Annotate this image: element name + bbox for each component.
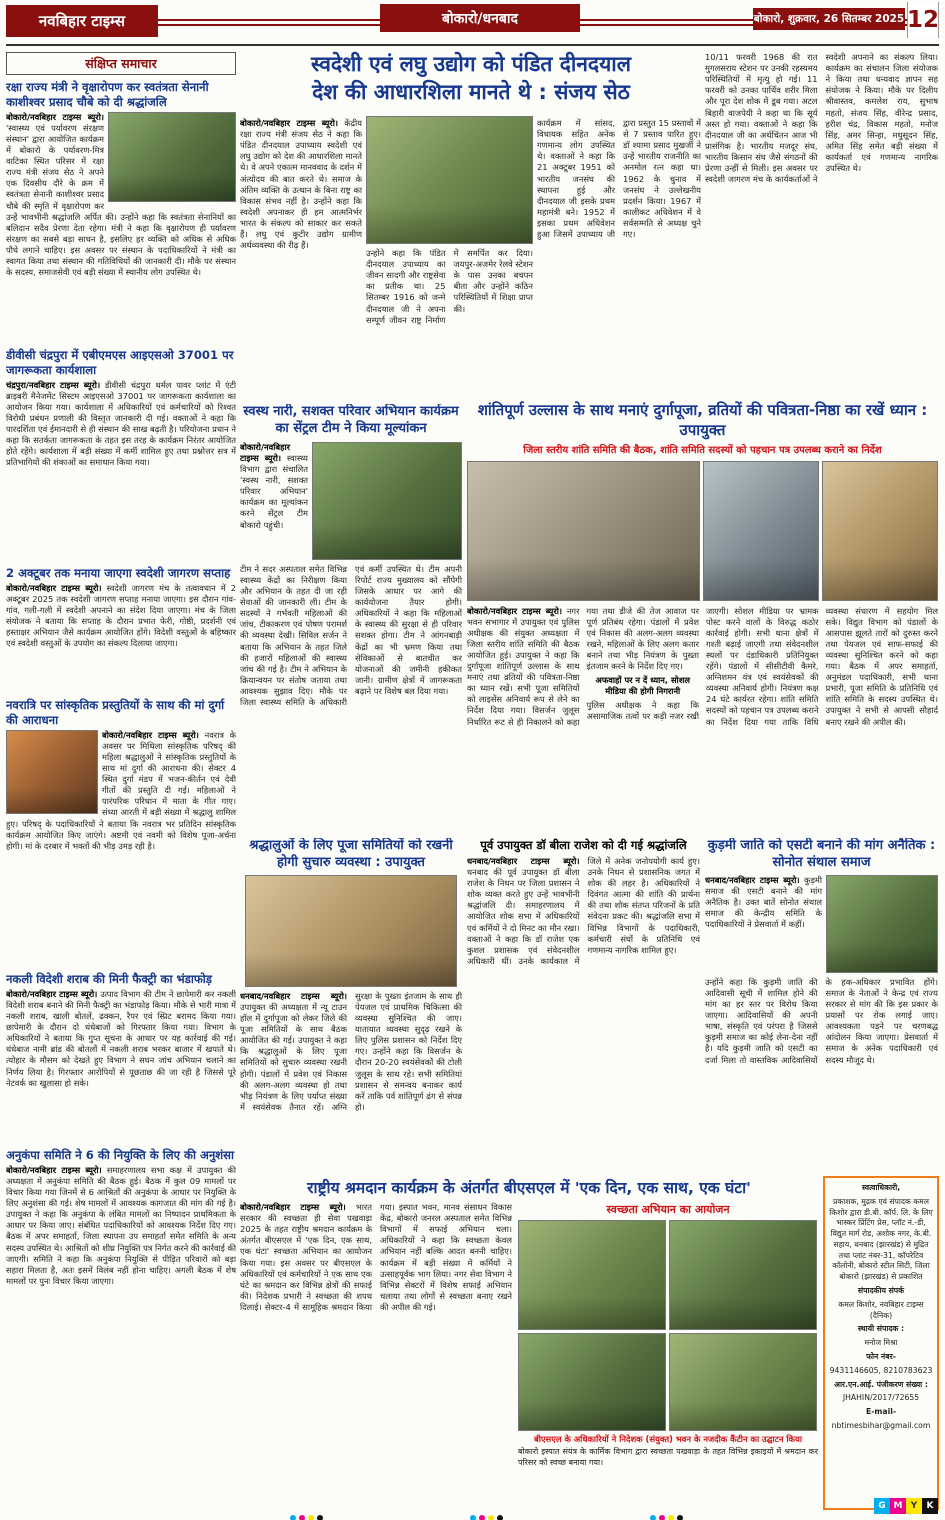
shramdan-photo-block	[518, 1202, 818, 1502]
date-line: बोकारो, शुक्रवार, 26 सितम्बर 2025	[753, 13, 905, 25]
shanti-body: बोकारो/नवबिहार टाइम्स ब्यूरो। नगर भवन सभागार में उपायुक्त एवं पुलिस अधीक्षक की संयुक्त अध्यक्षता में जिला स्तरीय शांति समिति की बैठक आयोजित हुई। उपायुक्त ने कहा कि दुर्गापूजा शांतिपूर्ण उल्लास के साथ मनाएं तथा व्रतियों की पवित्रता-निष्ठा का ध्यान रखें। सभी पूजा समितियों को लाइसेंस अनिवार्य रूप से लेने का निर्देश दिया गया। विसर्जन जुलूस निर्धारित रूट से ही निकालने को कहा गया तथा डीजे की तेज आवाज पर पूर्ण प्रतिबंध रहेगा। पंडालों में प्रवेश एवं निकास की अलग-अलग व्यवस्था रखने, महिलाओं के लिए अलग कतार बनाने तथा भीड़ नियंत्रण के पुख्ता इंतजाम करने के निर्देश दिए गए। अफवाहों पर न दें ध्यान, सोशल मीडिया की होगी निगरानी पुलिस अधीक्षक ने कहा कि असामाजिक तत्वों पर कड़ी नजर रखी जाएगी। सोशल मीडिया पर भ्रामक पोस्ट करने वालों के विरुद्ध कठोर कार्रवाई होगी। सभी थाना क्षेत्रों में गश्ती बढ़ाई जाएगी तथा संवेदनशील स्थलों पर दंडाधिकारी प्रतिनियुक्त रहेंगे। पंडालों में सीसीटीवी कैमरे, अग्निशमन यंत्र एवं स्वयंसेवकों की व्यवस्था अनिवार्य होगी। नियंत्रण कक्ष 24 घंटे कार्यरत रहेगा। शांति समिति सदस्यों को पहचान पत्र उपलब्ध कराने का निर्देश दिया गया ताकि विधि व्यवस्था संधारण में सहयोग मिल सके। विद्युत विभाग को पंडालों के आसपास झूलते तारों को दुरुस्त करने तथा पेयजल एवं साफ-सफाई की व्यवस्था सुनिश्चित करने को कहा गया। बैठक में अपर समाहर्ता, अनुमंडल पदाधिकारी, सभी थाना प्रभारी, पूजा समिति के प्रतिनिधि एवं शांति समिति के सदस्य उपस्थित थे। उपायुक्त ने सभी से आपसी सौहार्द बनाए रखने की अपील की।	[467, 605, 938, 727]
inline-subhead: अफवाहों पर न दें ध्यान, सोशल मीडिया की होगी निगरानी	[595, 675, 690, 697]
imprint-line: स्थायी संपादक :	[857, 1324, 905, 1334]
imprint-line: फोन नंबर-	[866, 1351, 896, 1361]
byline: बोकारो/नवबिहार टाइम्स ब्यूरो।	[102, 729, 199, 740]
brief-article-plantation: रक्षा राज्य मंत्री ने वृक्षारोपण कर स्वतंत्रता सेनानी काशीश्वर प्रसाद चौबे को दी श्रद्धांजलि बोकारो/नवबिहार टाइम्स ब्यूरो। 'स्वास्थ्य एवं पर्यावरण संरक्षण संस्थान' द्वारा आयोजित कार्यक्रम में बोकारो के पर्यावरण-मित्र वाटिका स्थित परिसर में रक्षा राज्य मंत्री संजय सेठ ने अपने एक दिवसीय दौरे के क्रम में स्वतंत्रता सेनानी काशीश्वर प्रसाद चौबे की स्मृति में वृक्षारोपण कर उन्हें भावभीनी श्रद्धांजलि अर्पित की। उन्होंने कहा कि स्वतंत्रता सेनानियों का बलिदान सदैव प्रेरणा देता रहेगा। मंत्री ने कहा कि वृक्षारोपण ही पर्यावरण संरक्षण का सबसे बड़ा साधन है, इसलिए हर व्यक्ति को अधिक से अधिक पौधे लगाने चाहिए। इस अवसर पर संस्थान के पदाधिकारियों ने मंत्री का स्वागत किया तथा संस्थान की गतिविधियों की जानकारी दी। मौके पर संस्थान के सदस्य, समाजसेवी एवं बड़ी संख्या में स्थानीय लोग उपस्थित थे।	[6, 80, 236, 278]
paper-nameplate	[6, 5, 158, 37]
imprint-line: प्रकाशक, मुद्रक एवं संपादक कमल किशोर द्वारा डी.बी. कॉर्प. लि. के लिए भास्कर प्रिंटिंग प्रेस, प्लॉट नं.-डी, विद्युत मार्ग रोड, अशोक नगर, के.बी. सहाय, धनबाद (झारखंड) से मुद्रित तथा प्लांट नंबर-31, कॉपरेटिव कॉलोनी, बोकारो स्टील सिटी, जिला बोकारो (झारखंड) से प्रकाशित	[829, 1196, 933, 1282]
byline: बोकारो/नवबिहार टाइम्स ब्यूरो।	[240, 441, 291, 463]
byline: बोकारो/नवबिहार टाइम्स ब्यूरो।	[240, 1202, 346, 1212]
brief-section-header: संक्षिप्त समाचार	[6, 52, 236, 75]
brief-article-liquor-factory: नकली विदेशी शराब की मिनी फैक्ट्री का भंडाफोड़ बोकारो/नवबिहार टाइम्स ब्यूरो। उत्पाद विभाग की टीम ने छापेमारी कर नकली विदेशी शराब बनाने की मिनी फैक्ट्री का भंडाफोड़ किया। मौके से भारी मात्रा में नकली शराब, खाली बोतलें, ढक्कन, रैपर एवं स्प्रिट बरामद किया गया। छापेमारी के दौरान दो धंधेबाजों को गिरफ्तार किया गया। विभाग के अधिकारियों ने बताया कि गुप्त सूचना के आधार पर यह कार्रवाई की गई। धंधेबाज नामी ब्रांड की बोतलों में नकली शराब भरकर बाजार में खपाते थे। त्योहार के मौसम को देखते हुए विभाग ने सघन जांच अभियान चलाने का निर्णय लिया है। गिरफ्तार आरोपियों से पूछताछ की जा रही है जिससे पूरे नेटवर्क का खुलासा हो सके।	[6, 972, 236, 1088]
lead-body-right: 10/11 फरवरी 1968 की रात मुगलसराय स्टेशन पर उनकी रहस्यमय परिस्थितियों में मृत्यु हो गई। 11 फरवरी को उनका पार्थिव शरीर मिला और पूरा देश शोक में डूब गया। अटल बिहारी वाजपेयी ने कहा था कि सूर्य अस्त हो गया। वक्ताओं ने कहा कि दीनदयाल जी का अर्थचिंतन आज भी प्रासंगिक है। भारतीय मजदूर संघ, भारतीय किसान संघ जैसे संगठनों की प्रेरणा उन्हीं से मिली। इस अवसर पर स्वदेशी जागरण मंच के कार्यकर्ताओं ने स्वदेशी अपनाने का संकल्प लिया। कार्यक्रम का संचालन जिला संयोजक ने किया तथा धन्यवाद ज्ञापन सह संयोजक ने किया। मौके पर दिलीप श्रीवास्तव, कमलेश राय, सुभाष महतो, संजय सिंह, वीरेन्द्र प्रसाद, हरीश चंद्र, विकास महतो, मनोज सिंह, अमर सिन्हा, मधुसूदन सिंह, अमित सिंह समेत बड़ी संख्या में कार्यकर्ता एवं गणमान्य नागरिक उपस्थित थे।	[705, 52, 938, 185]
svasth-intro: बोकारो/नवबिहार टाइम्स ब्यूरो। स्वास्थ्य विभाग द्वारा संचालित 'स्वस्थ नारी, सशक्त परिवार अभियान' कार्यक्रम का मूल्यांकन करने सेंट्रल टीम बोकारो पहुंची।	[240, 441, 308, 530]
cmyk-mark: K	[922, 1498, 938, 1514]
byline: धनबाद/नवबिहार टाइम्स ब्यूरो।	[705, 874, 800, 885]
article-headline: पूर्व उपायुक्त डॉ बीला राजेश को दी गई श्रद्धांजलि	[480, 838, 687, 852]
shanti-samiti-article	[467, 400, 938, 832]
article-headline: रक्षा राज्य मंत्री ने वृक्षारोपण कर स्वतंत्रता सेनानी काशीश्वर प्रसाद चौबे को दी श्रद्धांजलि	[6, 80, 209, 109]
article-headline: स्वस्थ नारी, सशक्त परिवार अभियान कार्यक्रम का सेंट्रल टीम ने किया मूल्यांकन	[243, 404, 459, 436]
shramdan-photo-4	[669, 1333, 817, 1431]
date-banner	[753, 8, 905, 30]
lead-body-col1: बोकारो/नवबिहार टाइम्स ब्यूरो। केंद्रीय रक्षा राज्य मंत्री संजय सेठ ने कहा कि पंडित दीनदयाल उपाध्याय स्वदेशी एवं लघु उद्योग को देश की आधारशिला मानते थे। वे अपने एकात्म मानववाद के दर्शन में अंत्योदय की बात करते थे। समाज के अंतिम व्यक्ति के उत्थान के बिना राष्ट्र का विकास संभव नहीं है। उन्होंने कहा कि स्वदेशी अपनाकर ही हम आत्मनिर्भर भारत के संकल्प को साकार कर सकते हैं। लघु एवं कुटीर उद्योग ग्रामीण अर्थव्यवस्था की रीढ़ हैं।	[240, 118, 362, 251]
shramdan-note: बोकारो इस्पात संयंत्र के कार्मिक विभाग द्वारा स्वच्छता पखवाड़ा के तहत विभिन्न इकाइयों में श्रमदान कर परिसर को स्वच्छ बनाया गया।	[518, 1446, 818, 1467]
plantation-photo	[108, 112, 236, 202]
lead-body-col-mid: कार्यक्रम में सांसद, विधायक सहित अनेक गणमान्य लोग उपस्थित थे। वक्ताओं ने कहा कि 21 अक्टूबर 1951 को भारतीय जनसंघ की स्थापना हुई और दीनदयाल जी इसके प्रथम महामंत्री बने। 1952 में इसका प्रथम अधिवेशन हुआ जिसमें उपाध्याय जी द्वारा प्रस्तुत 15 प्रस्तावों में से 7 प्रस्ताव पारित हुए। डॉ श्यामा प्रसाद मुखर्जी ने उन्हें भारतीय राजनीति का अनमोल रत्न कहा था। 1962 के चुनाव में जनसंघ ने उल्लेखनीय प्रदर्शन किया। 1967 में कालीकट अधिवेशन में वे सर्वसम्मति से अध्यक्ष चुने गए।	[537, 118, 701, 240]
imprint-rni: JHAHIN/2017/72655	[842, 1393, 920, 1403]
imprint-line: आर.एन.आई. पंजीकरण संख्या :	[834, 1379, 928, 1389]
brief-article-navratri: नवरात्रि पर सांस्कृतिक प्रस्तुतियों के साथ की मां दुर्गा की आराधना बोकारो/नवबिहार टाइम्स ब्यूरो। नवरात्र के अवसर पर मिथिला सांस्कृतिक परिषद् की महिला श्रद्धालुओं ने सांस्कृतिक प्रस्तुतियों के साथ मां दुर्गा की आराधना की। सेक्टर 4 स्थित दुर्गा मंडप में भजन-कीर्तन एवं देवी गीतों की प्रस्तुति दी गई। महिलाओं ने पारंपरिक परिधान में माता के गीत गाए। संध्या आरती में बड़ी संख्या में श्रद्धालु शामिल हुए। परिषद् के पदाधिकारियों ने बताया कि नवरात्र भर प्रतिदिन सांस्कृतिक कार्यक्रम आयोजित किए जाएंगे। अष्टमी एवं नवमी को विशेष पूजा-अर्चना होगी। मां के दरबार में भक्तों की भीड़ उमड़ रही है।	[6, 698, 236, 851]
byline: बोकारो/नवबिहार टाइम्स ब्यूरो।	[6, 582, 102, 593]
kudmi-body: उन्होंने कहा कि कुड़मी जाति की आदिवासी सूची में शामिल होने की मांग का हर स्तर पर विरोध किया जाएगा। आदिवासियों की अपनी भाषा, संस्कृति एवं परंपरा है जिससे कुड़मी समाज का कोई लेना-देना नहीं है। यदि कुड़मी जाति को एसटी का दर्जा मिला तो वास्तविक आदिवासियों के हक-अधिकार प्रभावित होंगे। समाज के नेताओं ने केन्द्र एवं राज्य सरकार से मांग की कि इस प्रकार के प्रयासों पर रोक लगाई जाए। आवश्यकता पड़ने पर चरणबद्ध आंदोलन किया जाएगा। प्रेसवार्ता में समाज के अनेक पदाधिकारी एवं सदस्य मौजूद थे।	[705, 976, 938, 1065]
byline: बोकारो/नवबिहार टाइम्स ब्यूरो।	[6, 988, 98, 999]
page-number: 12	[907, 2, 939, 38]
svasth-body: टीम ने सदर अस्पताल समेत विभिन्न स्वास्थ्य केंद्रों का निरीक्षण किया और अभियान के तहत दी जा रही सेवाओं की जानकारी ली। टीम के सदस्यों ने गर्भवती महिलाओं की जांच, टीकाकरण एवं पोषण परामर्श की व्यवस्था देखी। सिविल सर्जन ने बताया कि अभियान के तहत जिले की हजारों महिलाओं की स्वास्थ्य जांच की गई है। टीम ने अभियान के क्रियान्वयन पर संतोष जताया तथा आवश्यक सुझाव दिए। मौके पर जिला स्वास्थ्य समिति के अधिकारी एवं कर्मी उपस्थित थे। टीम अपनी रिपोर्ट राज्य मुख्यालय को सौंपेगी जिसके आधार पर आगे की कार्ययोजना तैयार होगी। अधिकारियों ने कहा कि महिलाओं के स्वास्थ्य की सुरक्षा से ही परिवार सशक्त होगा। टीम ने आंगनबाड़ी केंद्रों का भी भ्रमण किया तथा सेविकाओं से बातचीत कर योजनाओं की जमीनी हकीकत जानी। ग्रामीण क्षेत्रों में जागरूकता बढ़ाने पर विशेष बल दिया गया।	[240, 563, 462, 708]
shramdan-article	[240, 1176, 818, 1510]
shramdan-photo-1	[518, 1220, 666, 1330]
photo-caption: बीएसएल के अधिकारियों ने निदेशक (संयुक्त) भवन के नजदीक कैंटीन का उद्घाटन किया	[533, 1434, 803, 1444]
memorial-body: धनबाद/नवबिहार टाइम्स ब्यूरो। धनबाद की पूर्व उपायुक्त डॉ बीला राजेश के निधन पर जिला प्रशासन ने शोक व्यक्त करते हुए उन्हें भावभीनी श्रद्धांजलि दी। समाहरणालय में आयोजित शोक सभा में अधिकारियों एवं कर्मियों ने दो मिनट का मौन रखा। वक्ताओं ने कहा कि डॉ राजेश एक कुशल प्रशासक एवं संवेदनशील अधिकारी थीं। उनके कार्यकाल में जिले में अनेक जनोपयोगी कार्य हुए। उनके निधन से प्रशासनिक जगत में शोक की लहर है। अधिकारियों ने दिवंगत आत्मा की शांति की प्रार्थना की तथा शोक संतप्त परिजनों के प्रति संवेदना प्रकट की। श्रद्धांजलि सभा में विभिन्न विभागों के पदाधिकारी, कर्मचारी संघों के प्रतिनिधि एवं गणमान्य नागरिक शामिल हुए।	[467, 855, 700, 966]
article-headline: कुड़मी जाति को एसटी बनाने की मांग अनैतिक : सोनोत संथाल समाज	[707, 838, 936, 870]
durga-aradhana-photo	[6, 730, 98, 814]
shramdan-body: बोकारो/नवबिहार टाइम्स ब्यूरो। भारत सरकार की स्वच्छता ही सेवा पखवाड़ा 2025 के तहत राष्ट्रीय श्रमदान कार्यक्रम के अंतर्गत बीएसएल में 'एक दिन, एक साथ, एक घंटा' स्वच्छता अभियान का आयोजन किया गया। इस अवसर पर बीएसएल के अधिकारियों एवं कर्मचारियों ने एक साथ एक घंटे का श्रमदान कर विभिन्न क्षेत्रों की सफाई की। निदेशक प्रभारी ने स्वच्छता की शपथ दिलाई। सेक्टर-4 में सामूहिक श्रमदान किया गया। इस्पात भवन, मानव संसाधन विकास केंद्र, बोकारो जनरल अस्पताल समेत विभिन्न विभागों में सफाई अभियान चला। अधिकारियों ने कहा कि स्वच्छता केवल अभियान नहीं बल्कि आदत बननी चाहिए। कार्यक्रम में बड़ी संख्या में कर्मियों ने उत्साहपूर्वक भाग लिया। नगर सेवा विभाग ने विभिन्न सेक्टरों में विशेष सफाई अभियान चलाया तथा लोगों से स्वच्छता बनाए रखने की अपील की गई।	[240, 1202, 512, 1312]
byline: बोकारो/नवबिहार टाइम्स ब्यूरो।	[6, 1164, 102, 1175]
imprint-line: संपादकीय संपर्क	[857, 1286, 905, 1296]
article-headline: श्रद्धालुओं के लिए पूजा समितियों को रखनी होगी सुचारु व्यवस्था : उपायुक्त	[249, 838, 453, 870]
shanti-meeting-photo	[467, 461, 700, 601]
shramdan-photo-3	[518, 1333, 666, 1431]
lead-headline: स्वदेशी एवं लघु उद्योग को पंडित दीनदयाल देश की आधारशिला मानते थे : संजय सेठ	[311, 52, 631, 105]
kudmi-press-photo	[826, 875, 938, 973]
cmyk-mark: M	[890, 1498, 906, 1514]
lead-article-photo	[366, 116, 533, 244]
photo-block-heading: स्वच्छता अभियान का आयोजन	[606, 1203, 730, 1216]
imprint-email: nbtimesbihar@gmail.com	[831, 1420, 931, 1430]
article-headline: राष्ट्रीय श्रमदान कार्यक्रम के अंतर्गत बीएसएल में 'एक दिन, एक साथ, एक घंटा'	[307, 1179, 751, 1197]
registration-dots-1	[290, 1506, 326, 1520]
shramdan-photo-2	[669, 1220, 817, 1330]
shraddhalu-body: धनबाद/नवबिहार टाइम्स ब्यूरो। उपायुक्त की अध्यक्षता में न्यू टाउन हॉल में दुर्गापूजा को लेकर जिले की पूजा समितियों के साथ बैठक आयोजित की गई। उपायुक्त ने कहा कि श्रद्धालुओं के लिए पूजा समितियों को सुचारु व्यवस्था रखनी होगी। पंडालों में प्रवेश एवं निकास की अलग-अलग व्यवस्था हो तथा भीड़ नियंत्रण के लिए पर्याप्त संख्या में स्वयंसेवक तैनात रहें। अग्नि सुरक्षा के पुख्ता इंतजाम के साथ ही पेयजल एवं प्राथमिक चिकित्सा की व्यवस्था सुनिश्चित की जाए। यातायात व्यवस्था सुदृढ़ रखने के लिए पुलिस प्रशासन को निर्देश दिए गए। उन्होंने कहा कि विसर्जन के दौरान 20-20 स्वयंसेवकों की टोली जुलूस के साथ रहे। सभी समितियां प्रशासन से समन्वय बनाकर कार्य करें ताकि पर्व शांतिपूर्ण ढंग से संपन्न हो।	[240, 990, 462, 1112]
article-headline: शांतिपूर्ण उल्लास के साथ मनाएं दुर्गापूजा, व्रतियों की पवित्रता-निष्ठा का रखें ध्यान : उपायुक्त	[477, 401, 928, 440]
shanti-officials-photo-1	[703, 461, 819, 601]
brief-article-swadeshi-week: 2 अक्टूबर तक मनाया जाएगा स्वदेशी जागरण सप्ताह बोकारो/नवबिहार टाइम्स ब्यूरो। स्वदेशी जागरण मंच के तत्वावधान में 2 अक्टूबर 2025 तक स्वदेशी जागरण सप्ताह मनाया जाएगा। इस दौरान गांव-गांव, गली-गली में स्वदेशी अपनाने का संदेश दिया जाएगा। मंच के जिला संयोजक ने बताया कि सप्ताह के दौरान प्रभात फेरी, गोष्ठी, प्रदर्शनी एवं हस्ताक्षर अभियान जैसे कार्यक्रम आयोजित होंगे। विदेशी वस्तुओं के बहिष्कार एवं स्वदेशी वस्तुओं के उपयोग का संकल्प दिलाया जाएगा।	[6, 566, 236, 649]
brief-article-dvc-workshop: डीवीसी चंद्रपुरा में एबीएमएस आइएसओ 37001 पर जागरूकता कार्यशाला चंद्रपुरा/नवबिहार टाइम्स ब्यूरो। डीवीसी चंद्रपुरा थर्मल पावर प्लांट में एंटी ब्राइबरी मैनेजमेंट सिस्टम आइएसओ 37001 पर जागरूकता कार्यशाला का आयोजन किया गया। कार्यशाला में अधिकारियों एवं कर्मचारियों को रिश्वत विरोधी प्रबंधन प्रणाली की विस्तृत जानकारी दी गई। वक्ताओं ने कहा कि पारदर्शिता एवं ईमानदारी से ही संस्थान की साख बढ़ती है। परियोजना प्रधान ने कहा कि सतर्कता जागरूकता के तहत इस तरह के कार्यक्रम निरंतर आयोजित होते रहेंगे। कार्यशाला में बड़ी संख्या में कर्मी शामिल हुए तथा प्रश्नोत्तर सत्र में प्रतिभागियों की शंकाओं का समाधान किया गया।	[6, 348, 236, 468]
article-headline: डीवीसी चंद्रपुरा में एबीएमएस आइएसओ 37001 पर जागरूकता कार्यशाला	[6, 348, 234, 377]
brief-article-anukampa: अनुकंपा समिति ने 6 की नियुक्ति के लिए की अनुशंसा बोकारो/नवबिहार टाइम्स ब्यूरो। समाहरणालय सभा कक्ष में उपायुक्त की अध्यक्षता में अनुकंपा समिति की बैठक हुई। बैठक में कुल 09 मामलों पर विचार किया गया जिनमें से 6 आश्रितों की अनुकंपा के आधार पर नियुक्ति के लिए अनुशंसा की गई। शेष मामलों में आवश्यक कागजात की मांग की गई है। उपायुक्त ने कहा कि अनुकंपा के लंबित मामलों का निष्पादन प्राथमिकता के आधार पर किया जाए। संबंधित पदाधिकारियों को आवश्यक निर्देश दिए गए। बैठक में अपर समाहर्ता, जिला स्थापना उप समाहर्ता समेत समिति के अन्य सदस्य उपस्थित थे। आश्रितों को शीघ्र नियुक्ति पत्र निर्गत करने की कार्रवाई की जाएगी। समिति ने कहा कि अनुकंपा नियुक्ति से पीड़ित परिवारों को बड़ा सहारा मिलता है, अतः इसमें विलंब नहीं होना चाहिए। अगली बैठक में शेष मामलों पर पुनः विचार किया जाएगा।	[6, 1148, 236, 1286]
article-headline: 2 अक्टूबर तक मनाया जाएगा स्वदेशी जागरण सप्ताह	[6, 566, 231, 580]
byline: बोकारो/नवबिहार टाइम्स ब्यूरो।	[6, 111, 104, 122]
article-headline: अनुकंपा समिति ने 6 की नियुक्ति के लिए की अनुशंसा	[6, 1148, 234, 1162]
imprint-line: कमल किशोर, नवबिहार टाइम्स (दैनिक)	[838, 1299, 924, 1320]
byline: धनबाद/नवबिहार टाइम्स ब्यूरो।	[467, 855, 580, 866]
byline: धनबाद/नवबिहार टाइम्स ब्यूरो।	[240, 990, 347, 1001]
kudmi-article	[705, 838, 938, 1170]
kudmi-intro: धनबाद/नवबिहार टाइम्स ब्यूरो। कुड़मी समाज की एसटी बनाने की मांग अनैतिक है। उक्त बातें सोनोत संथाल समाज की केन्द्रीय समिति के पदाधिकारियों ने प्रेसवार्ता में कहीं।	[705, 874, 822, 930]
imprint-line: मनोज मिश्रा	[864, 1338, 898, 1348]
paper-name: नवबिहार टाइम्स	[38, 12, 126, 30]
cmyk-color-bar	[874, 1498, 938, 1514]
registration-dots-3	[650, 1506, 686, 1520]
registration-dots-2	[470, 1506, 506, 1520]
memorial-article	[467, 838, 700, 1170]
byline: चंद्रपुरा/नवबिहार टाइम्स ब्यूरो।	[6, 379, 101, 390]
shraddhalu-article	[240, 838, 462, 1170]
svasth-nari-article	[240, 404, 462, 834]
imprint-phone: 9431146605, 8210783623	[829, 1365, 933, 1375]
shraddhalu-meeting-photo	[245, 875, 457, 987]
publisher-imprint-box	[823, 1176, 939, 1510]
imprint-line: E-mail-	[865, 1407, 897, 1417]
cmyk-mark: Y	[906, 1498, 922, 1514]
cmyk-mark: G	[874, 1498, 890, 1514]
masthead-bottom-rule	[6, 44, 939, 46]
brief-news-column	[6, 52, 236, 1492]
article-kicker: जिला स्तरीय शांति समिति की बैठक, शांति समिति सदस्यों को पहचान पत्र उपलब्ध कराने का निर्देश	[523, 444, 882, 456]
byline: बोकारो/नवबिहार टाइम्स ब्यूरो।	[467, 605, 563, 616]
byline: बोकारो/नवबिहार टाइम्स ब्यूरो।	[240, 118, 338, 128]
imprint-line: स्वत्वाधिकारी,	[861, 1183, 901, 1192]
article-headline: नकली विदेशी शराब की मिनी फैक्ट्री का भंडाफोड़	[6, 972, 212, 986]
edition-name: बोकारो/धनबाद	[442, 10, 518, 27]
lead-body-under-photo: उन्होंने कहा कि पंडित दीनदयाल उपाध्याय का जीवन सादगी और राष्ट्रसेवा का प्रतीक था। 25 सितम्बर 1916 को जन्मे दीनदयाल जी ने अपना सम्पूर्ण जीवन राष्ट्र निर्माण में समर्पित कर दिया। जयपुर-अजमेर रेलवे स्टेशन के पास उनका बचपन बीता और उन्होंने कठिन परिस्थितियों में शिक्षा प्राप्त की।	[366, 248, 533, 325]
svasth-team-photo	[312, 442, 462, 560]
article-headline: नवरात्रि पर सांस्कृतिक प्रस्तुतियों के साथ की मां दुर्गा की आराधना	[6, 698, 225, 727]
shanti-officials-photo-2	[822, 461, 938, 601]
edition-banner	[380, 4, 580, 32]
